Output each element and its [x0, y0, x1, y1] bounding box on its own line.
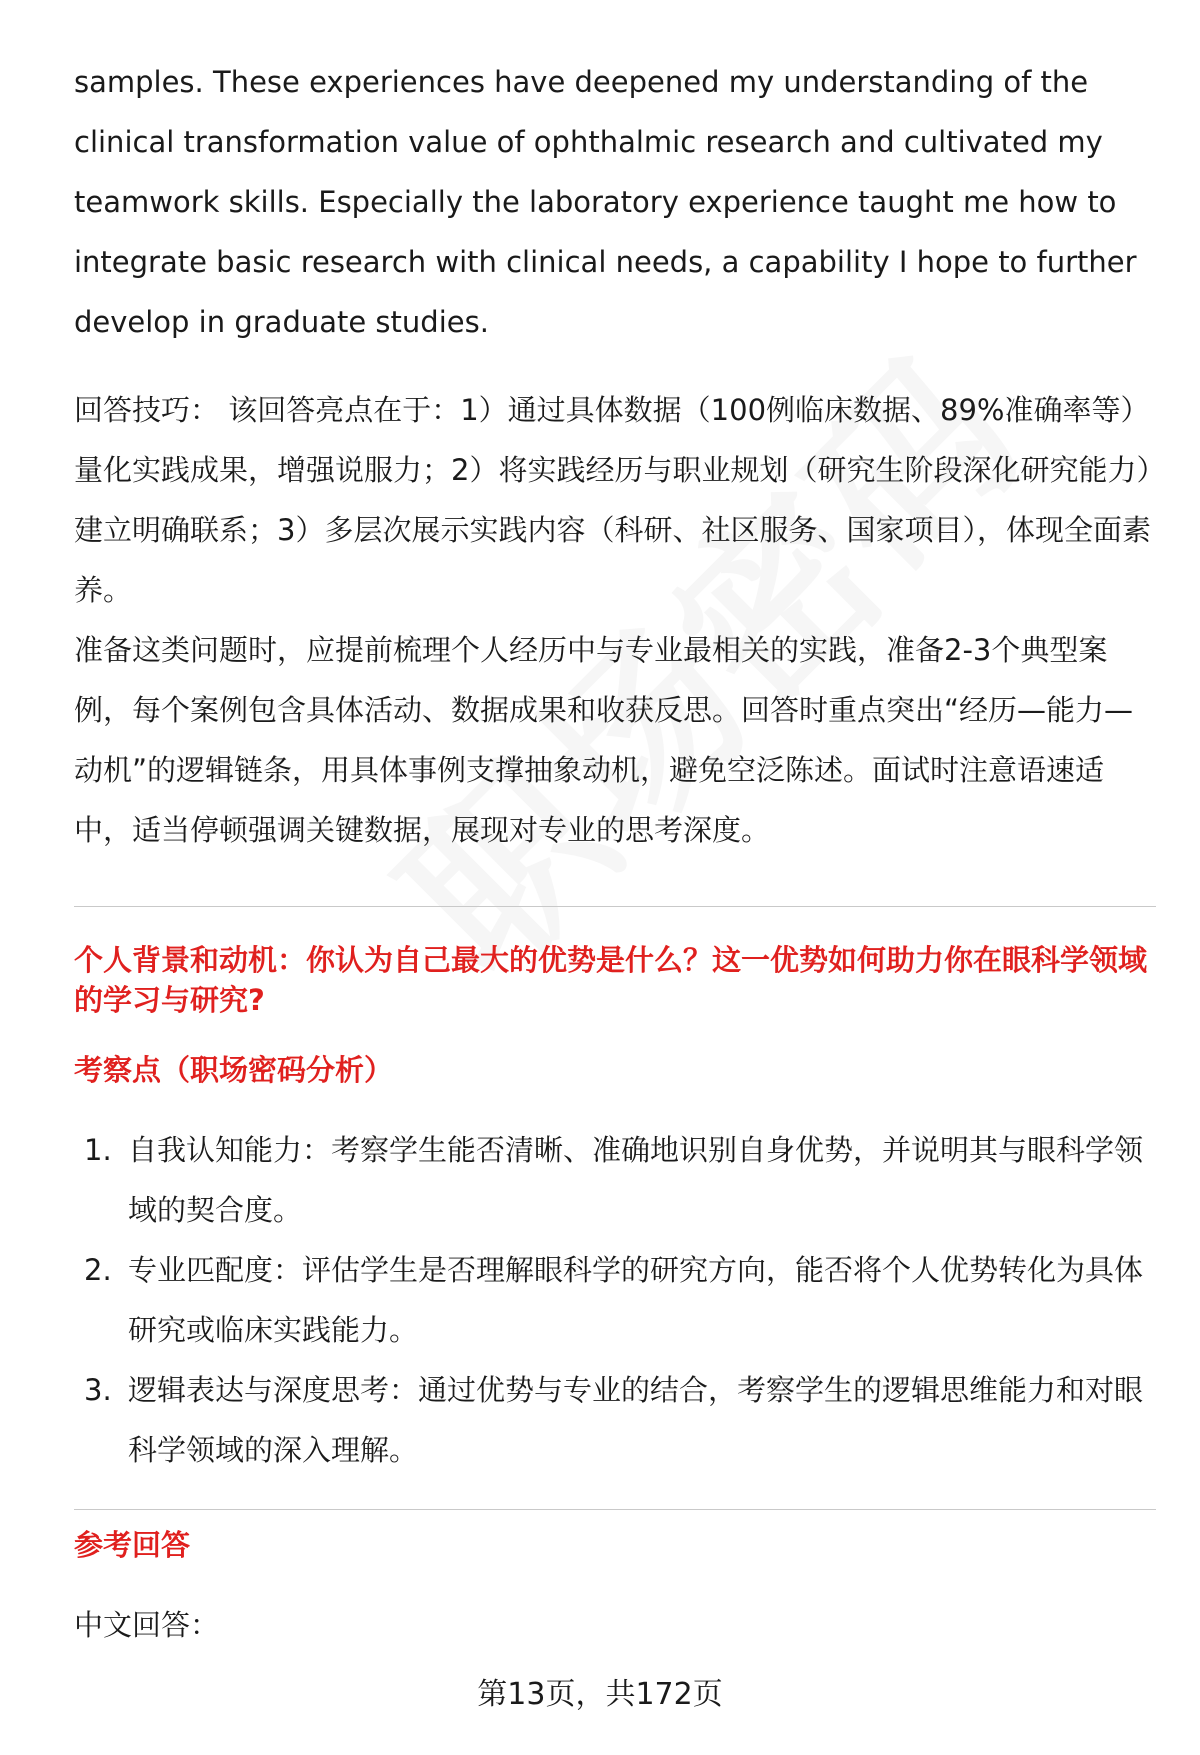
list-item-number: 3.	[84, 1373, 112, 1407]
answer-tips-paragraph: 回答技巧： 该回答亮点在于：1）通过具体数据（100例临床数据、89%准确率等）量化实践成果，增强说服力；2）将实践经历与职业规划（研究生阶段深化研究能力）建立明确联系；3）多层次展示实践内容（科研、社区服务、国家项目），体现全面素养。	[74, 393, 1151, 607]
list-item	[74, 1240, 1164, 1360]
list-item-number: 1.	[84, 1133, 112, 1167]
question-heading: 个人背景和动机：你认为自己最大的优势是什么？这一优势如何助力你在眼科学领域的学习与研究?	[74, 943, 1148, 1017]
english-answer-paragraph: samples. These experiences have deepened my understanding of the clinical transformation value of ophthalmic research and cultivated my teamwork skills. Especially the laboratory experience taught me how to integrate basic research with clinical needs, a capability I hope to further develop in graduate studies.	[74, 65, 1137, 339]
list-item-number: 2.	[84, 1253, 112, 1287]
list-item	[74, 1360, 1164, 1480]
key-points-heading: 考察点（职场密码分析）	[74, 1053, 394, 1087]
list-item-text: 专业匹配度：评估学生是否理解眼科学的研究方向，能否将个人优势转化为具体研究或临床实践能力。	[128, 1253, 1144, 1347]
section-divider	[74, 906, 1156, 907]
list-item-text: 自我认知能力：考察学生能否清晰、准确地识别自身优势，并说明其与眼科学领域的契合度。	[128, 1133, 1144, 1227]
list-item	[74, 1120, 1164, 1240]
chinese-answer-label: 中文回答：	[74, 1608, 220, 1642]
preparation-advice-paragraph: 准备这类问题时，应提前梳理个人经历中与专业最相关的实践，准备2-3个典型案例，每个案例包含具体活动、数据成果和收获反思。回答时重点突出“经历—能力—动机”的逻辑链条，用具体事例支撑抽象动机，避免空泛陈述。面试时注意语速适中，适当停顿强调关键数据，展现对专业的思考深度。	[74, 633, 1134, 847]
key-points-list	[74, 1120, 1164, 1480]
list-item-text: 逻辑表达与深度思考：通过优势与专业的结合，考察学生的逻辑思维能力和对眼科学领域的深入理解。	[128, 1373, 1144, 1467]
page-number-footer: 第13页，共172页	[477, 1677, 723, 1712]
reference-answer-heading: 参考回答	[74, 1528, 191, 1562]
section-divider	[74, 1509, 1156, 1510]
